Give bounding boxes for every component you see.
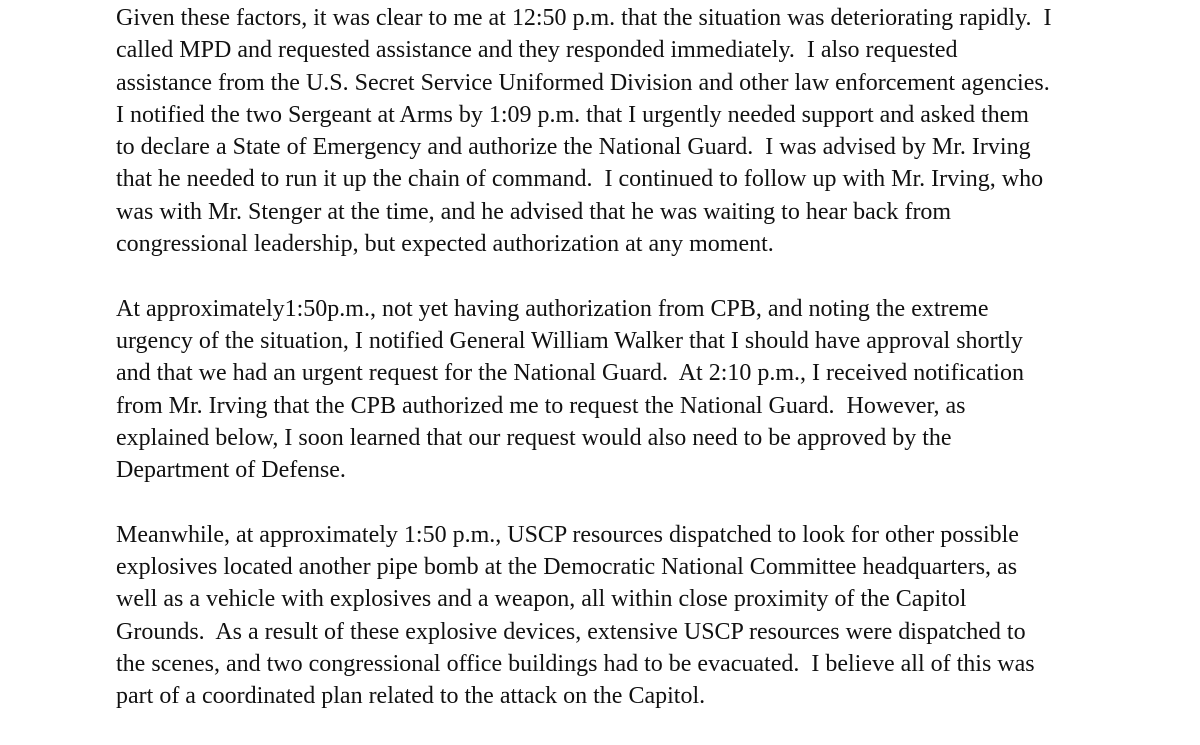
document-page bbox=[116, 2, 1200, 745]
text-line: part of a coordinated plan related to the attack on the Capitol. bbox=[116, 683, 706, 710]
text-line: At approximately1:50p.m., not yet having authorization from CPB, and noting the extreme bbox=[116, 295, 989, 322]
text-line: Department of Defense. bbox=[116, 457, 346, 484]
text-line: urgency of the situation, I notified General William Walker that I should have approval shortly bbox=[116, 327, 1023, 354]
text-line: Grounds. As a result of these explosive devices, extensive USCP resources were dispatched to bbox=[116, 618, 1026, 645]
text-line: and that we had an urgent request for the National Guard. At 2:10 p.m., I received notification bbox=[116, 360, 1024, 387]
text-line: was with Mr. Stenger at the time, and he advised that he was waiting to hear back from bbox=[116, 198, 952, 225]
text-line: I notified the two Sergeant at Arms by 1:09 p.m. that I urgently needed support and asked them bbox=[116, 101, 1029, 128]
text-line: congressional leadership, but expected authorization at any moment. bbox=[116, 231, 774, 258]
text-line: the scenes, and two congressional office buildings had to be evacuated. I believe all of this was bbox=[116, 650, 1035, 677]
text-line: that he needed to run it up the chain of command. I continued to follow up with Mr. Irving, who bbox=[116, 166, 1044, 193]
text-line: Meanwhile, at approximately 1:50 p.m., USCP resources dispatched to look for other possible bbox=[116, 521, 1019, 548]
text-line: explosives located another pipe bomb at the Democratic National Committee headquarters, as bbox=[116, 554, 1018, 581]
text-line: called MPD and requested assistance and they responded immediately. I also requested bbox=[116, 37, 958, 64]
text-line: well as a vehicle with explosives and a weapon, all within close proximity of the Capitol bbox=[116, 586, 967, 613]
paragraph-1 bbox=[116, 2, 1200, 260]
text-line: explained below, I soon learned that our request would also need to be approved by the bbox=[116, 424, 952, 451]
text-line: assistance from the U.S. Secret Service Uniformed Division and other law enforcement agencies. bbox=[116, 69, 1050, 96]
text-line: from Mr. Irving that the CPB authorized me to request the National Guard. However, as bbox=[116, 392, 966, 419]
text-line: to declare a State of Emergency and authorize the National Guard. I was advised by Mr. Irving bbox=[116, 134, 1031, 161]
paragraph-3 bbox=[116, 519, 1200, 713]
paragraph-2 bbox=[116, 293, 1200, 487]
text-line: Given these factors, it was clear to me at 12:50 p.m. that the situation was deteriorating rapidly. I bbox=[116, 5, 1052, 31]
